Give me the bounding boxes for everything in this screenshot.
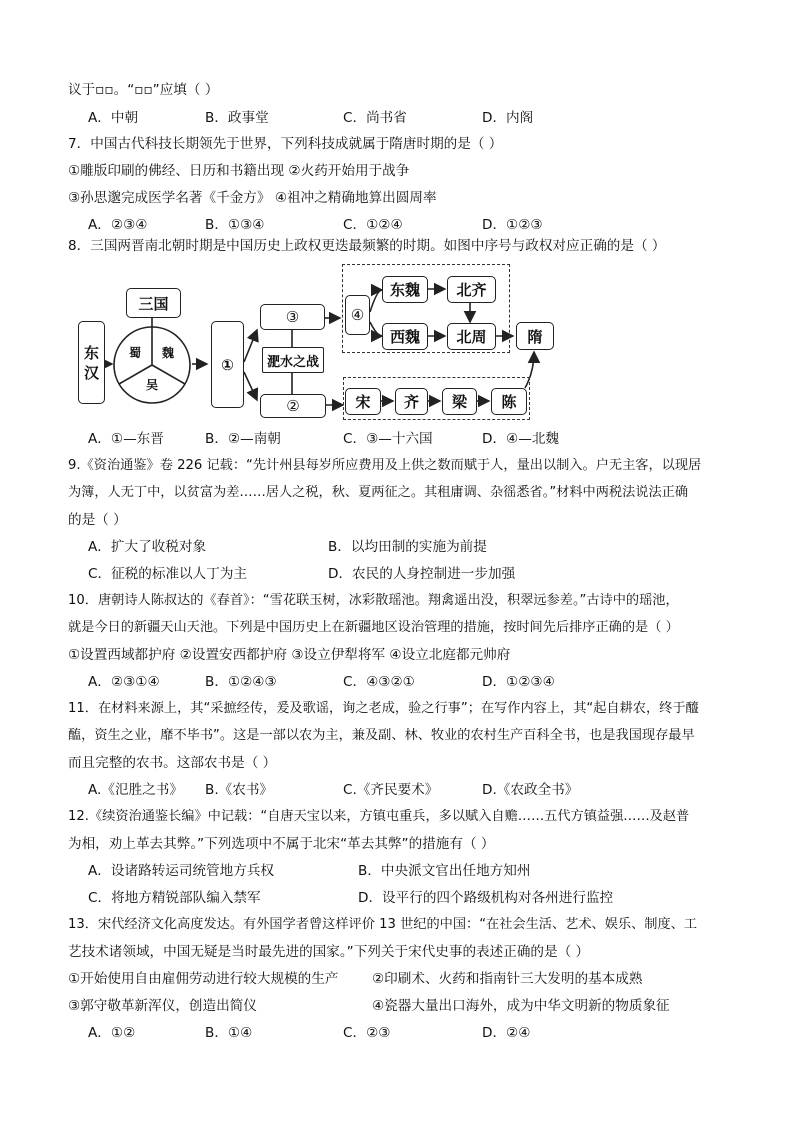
q9-stem-2: 为簿，人无丁中，以贫富为差……居人之税，秋、夏两征之。其租庸调、杂徭悉省。”材料中两税法说法正确 [68, 485, 689, 500]
q6-stem-end: 议于▫▫。“▫▫”应填（ ） [68, 82, 219, 98]
box-beizhou: 北周 [447, 323, 496, 350]
pie-label-wu: 吴 [146, 378, 159, 392]
q13-item-4: ④瓷器大量出口海外，成为中华文明新的物质象征 [372, 998, 670, 1014]
q13-option-b[interactable]: B．①④ [205, 1025, 253, 1041]
q7-option-c[interactable]: C．①②④ [343, 217, 403, 233]
box-sui: 隋 [516, 322, 554, 350]
q10-stem-1: 10．唐朝诗人陈叔达的《春首》：“雪花联玉树，冰彩散瑶池。翔禽遥出没，积翠远参差。”古诗中的瑶池， [68, 593, 679, 608]
q10-items: ①设置西域都护府 ②设置安西都护府 ③设立伊犁将军 ④设立北庭都元帅府 [68, 647, 511, 663]
q12-option-c[interactable]: C．将地方精锐部队编入禁军 [88, 890, 261, 906]
q10-option-d[interactable]: D．①②③④ [482, 674, 555, 690]
q7-option-b[interactable]: B．①③④ [205, 217, 265, 233]
q12-stem-1: 12.《续资治通鉴长编》中记载：“自唐天宝以来，方镇屯重兵，多以赋入自赡……五代方镇益强……及赵普 [68, 809, 690, 824]
q6-option-c[interactable]: C．尚书省 [343, 110, 407, 126]
box-n3: ③ [260, 304, 325, 330]
box-liang: 梁 [442, 388, 477, 415]
q11-stem-1: 11．在材料来源上，其“采摭经传，爰及歌谣，询之老成，验之行事”；在写作内容上，其“起自耕农，终于醯 [68, 701, 699, 716]
box-song: 宋 [345, 388, 381, 415]
q13-option-d[interactable]: D．②④ [482, 1025, 531, 1041]
q8-option-d[interactable]: D．④—北魏 [482, 431, 560, 447]
q8-option-c[interactable]: C．③—十六国 [343, 431, 433, 447]
q13-item-2: ②印刷术、火药和指南针三大发明的基本成熟 [372, 971, 643, 987]
q13-option-a[interactable]: A．①② [88, 1025, 136, 1041]
q13-item-3: ③郭守敬革新浑仪，创造出简仪 [68, 998, 257, 1014]
q10-stem-2: 就是今日的新疆天山天池。下列是中国历史上在新疆地区设治管理的措施，按时间先后排序正确的是（ ） [68, 620, 679, 635]
q12-option-a[interactable]: A．设诸路转运司统管地方兵权 [88, 863, 275, 879]
q7-stem: 7．中国古代科技长期领先于世界，下列科技成就属于隋唐时期的是（ ） [68, 136, 503, 152]
q10-option-c[interactable]: C．④③②① [343, 674, 415, 690]
q11-stem-3: 而且完整的农书。这部农书是（ ） [68, 755, 277, 771]
box-beiqi: 北齐 [447, 276, 496, 303]
q12-option-b[interactable]: B．中央派文官出任地方知州 [358, 863, 531, 879]
q13-stem-2: 艺技术诸领域，中国无疑是当时最先进的国家。”下列关于宋代史事的表述正确的是（ ） [68, 944, 590, 960]
box-xiwei: 西魏 [382, 323, 428, 350]
q13-item-1: ①开始使用自由雇佣劳动进行较大规模的生产 [68, 971, 339, 987]
q11-option-d[interactable]: D.《农政全书》 [482, 782, 579, 798]
q11-option-b[interactable]: B.《农书》 [205, 782, 274, 798]
q13-stem-1: 13．宋代经济文化高度发达。有外国学者曾这样评价 13 世纪的中国：“在社会生活、艺术、娱乐、制度、工 [68, 917, 698, 932]
pie-label-wei: 魏 [162, 346, 175, 360]
q6-option-b[interactable]: B．政事堂 [205, 110, 269, 126]
box-chen: 陈 [491, 388, 527, 415]
q9-option-d[interactable]: D．农民的人身控制进一步加强 [328, 566, 516, 582]
q9-stem-1: 9.《资治通鉴》卷 226 记载：“先计州县每岁所应费用及上供之数而赋于人，量出以制入。户无主客，以现居 [68, 458, 702, 473]
box-donghan: 东汉 [78, 321, 105, 404]
box-n4: ④ [345, 295, 370, 335]
q9-stem-3: 的是（ ） [68, 512, 127, 528]
q11-option-a[interactable]: A.《氾胜之书》 [88, 782, 183, 798]
box-sanguo: 三国 [126, 288, 181, 318]
q9-option-c[interactable]: C．征税的标准以人丁为主 [88, 566, 248, 582]
q9-option-a[interactable]: A．扩大了收税对象 [88, 539, 207, 555]
q9-option-b[interactable]: B．以均田制的实施为前提 [328, 539, 487, 555]
box-n2: ② [260, 394, 326, 418]
pie-label-shu: 蜀 [129, 346, 142, 360]
q7-option-d[interactable]: D．①②③ [482, 217, 543, 233]
q7-items-1: ①雕版印刷的佛经、日历和书籍出现 ②火药开始用于战争 [68, 163, 410, 179]
q11-option-c[interactable]: C.《齐民要术》 [343, 782, 439, 798]
q11-stem-2: 醢，资生之业，靡不毕书”。这是一部以农为主，兼及副、林、牧业的农村生产百科全书，也是我国现存最早 [68, 728, 695, 743]
box-dongwei: 东魏 [382, 276, 428, 303]
q6-option-d[interactable]: D．内阁 [482, 110, 534, 126]
q7-option-a[interactable]: A．②③④ [88, 217, 148, 233]
diagram-arrows [0, 0, 794, 430]
q8-option-b[interactable]: B．②—南朝 [205, 431, 281, 447]
box-feishui: 淝水之战 [262, 347, 324, 373]
q12-stem-2: 为相，劝上革去其弊。”下列选项中不属于北宋“革去其弊”的措施有（ ） [68, 836, 495, 852]
q12-option-d[interactable]: D．设平行的四个路级机构对各州进行监控 [358, 890, 614, 906]
q10-option-b[interactable]: B．①②④③ [205, 674, 277, 690]
q10-option-a[interactable]: A．②③①④ [88, 674, 160, 690]
box-n1: ① [211, 321, 244, 408]
q6-option-a[interactable]: A．中朝 [88, 110, 139, 126]
q13-option-c[interactable]: C．②③ [343, 1025, 391, 1041]
q8-stem: 8．三国两晋南北朝时期是中国历史上政权更迭最频繁的时期。如图中序号与政权对应正确的是（ ） [68, 238, 666, 254]
box-qi: 齐 [395, 388, 428, 415]
q7-items-2: ③孙思邈完成医学名著《千金方》 ④祖冲之精确地算出圆周率 [68, 190, 437, 206]
q8-option-a[interactable]: A．①—东晋 [88, 431, 164, 447]
